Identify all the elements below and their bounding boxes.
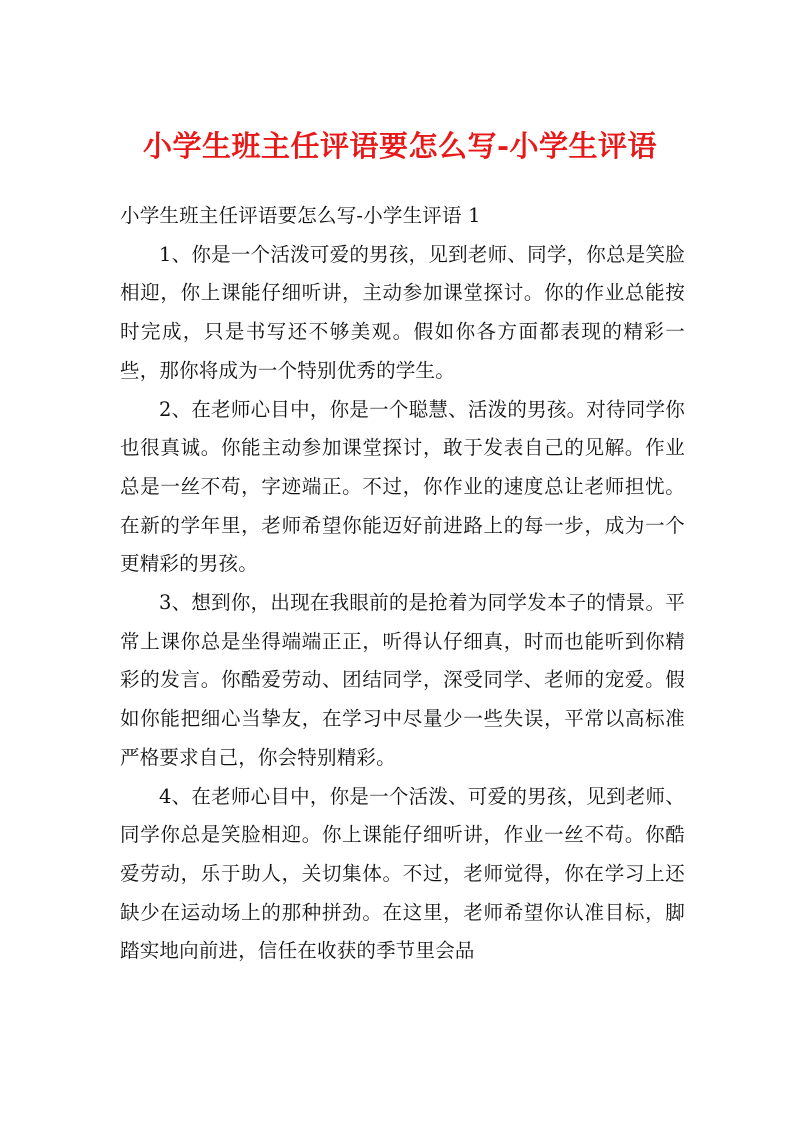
paragraph-2: 2、在老师心目中，你是一个聪慧、活泼的男孩。对待同学你也很真诚。你能主动参加课堂探讨，敢于发表自己的见解。作业总是一丝不苟，字迹端正。不过，你作业的速度总让老师担忧。在新的学年里，老师希望你能迈好前进路上的每一步，成为一个更精彩的男孩。 xyxy=(120,397,685,576)
page-title: 小学生班主任评语要怎么写-小学生评语 xyxy=(142,129,658,163)
paragraph-1: 1、你是一个活泼可爱的男孩，见到老师、同学，你总是笑脸相迎，你上课能仔细听讲，主动参加课堂探讨。你的作业总能按时完成，只是书写还不够美观。假如你各方面都表现的精彩一些，那你将成为一个特别优秀的学生。 xyxy=(120,242,685,382)
paragraph-4: 4、在老师心目中，你是一个活泼、可爱的男孩，见到老师、同学你总是笑脸相迎。你上课能仔细听讲，作业一丝不苟。你酷爱劳动，乐于助人，关切集体。不过，老师觉得，你在学习上还缺少在运动场上的那种拼劲。在这里，老师希望你认准目标，脚踏实地向前进，信任在收获的季节里会品 xyxy=(120,784,685,963)
document-body xyxy=(120,197,685,971)
section-heading: 小学生班主任评语要怎么写-小学生评语 1 xyxy=(120,204,481,227)
paragraph-3: 3、想到你，出现在我眼前的是抢着为同学发本子的情景。平常上课你总是坐得端端正正，听得认仔细真，时而也能听到你精彩的发言。你酷爱劳动、团结同学，深受同学、老师的宠爱。假如你能把细心当挚友，在学习中尽量少一些失误，平常以高标准严格要求自己，你会特别精彩。 xyxy=(120,591,685,769)
